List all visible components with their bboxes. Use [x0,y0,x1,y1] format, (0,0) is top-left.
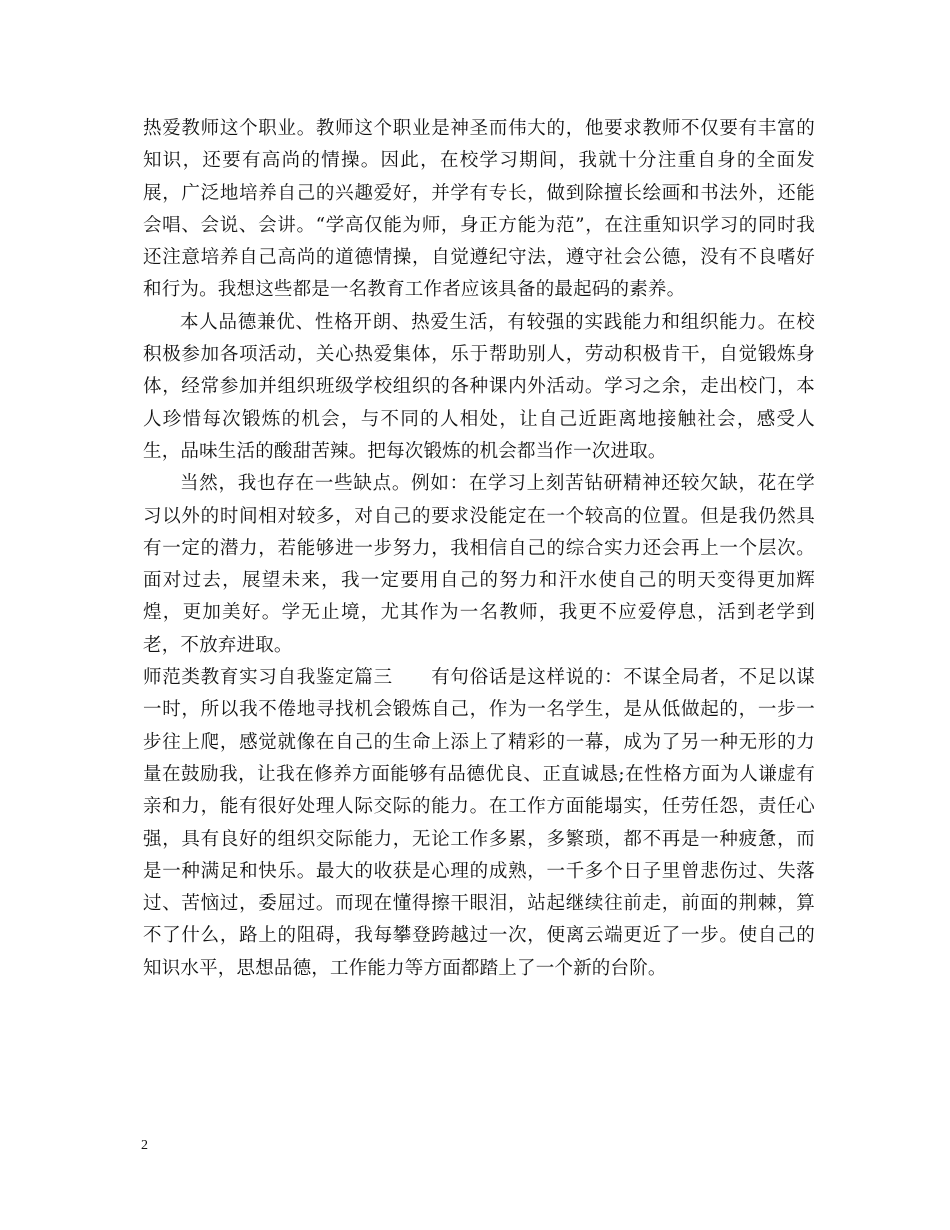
paragraph-1: 热爱教师这个职业。教师这个职业是神圣而伟大的，他要求教师不仅要有丰富的知识，还要有高尚的情操。因此，在校学习期间，我就十分注重自身的全面发展，广泛地培养自己的兴趣爱好，并学有专长，做到除擅长绘画和书法外，还能会唱、会说、会讲。“学高仅能为师，身正方能为范”，在注重知识学习的同时我还注意培养自己高尚的道德情操，自觉遵纪守法，遵守社会公德，没有不良嗜好和行为。我想这些都是一名教育工作者应该具备的最起码的素养。 [143,118,815,301]
paragraph-2: 本人品德兼优、性格开朗、热爱生活，有较强的实践能力和组织能力。在校积极参加各项活动，关心热爱集体，乐于帮助别人，劳动积极肯干，自觉锻炼身体，经常参加并组织班级学校组织的各种课内外活动。学习之余，走出校门，本人珍惜每次锻炼的机会，与不同的人相处，让自己近距离地接触社会，感受人生，品味生活的酸甜苦辣。把每次锻炼的机会都当作一次进取。 [143,311,815,462]
paragraph-4: 师范类教育实习自我鉴定篇三 有句俗话是这样说的：不谋全局者，不足以谋一时，所以我不倦地寻找机会锻炼自己，作为一名学生，是从低做起的，一步一步往上爬，感觉就像在自己的生命上添上了精彩的一幕，成为了另一种无形的力量在鼓励我，让我在修养方面能够有品德优良、正直诚恳;在性格方面为人谦虚有亲和力，能有很好处理人际交际的能力。在工作方面能塌实，任劳任怨，责任心强，具有良好的组织交际能力，无论工作多累，多繁琐，都不再是一种疲惫，而是一种满足和快乐。最大的收获是心理的成熟，一千多个日子里曾悲伤过、失落过、苦恼过，委屈过。而现在懂得擦干眼泪，站起继续往前走，前面的荆棘，算不了什么，路上的阻碍，我每攀登跨越过一次，便离云端更近了一步。使自己的知识水平，思想品德，工作能力等方面都踏上了一个新的台阶。 [143,667,815,979]
document-body [143,113,815,985]
page-number: 2 [141,1138,148,1153]
paragraph-3: 当然，我也存在一些缺点。例如：在学习上刻苦钻研精神还较欠缺，花在学习以外的时间相对较多，对自己的要求没能定在一个较高的位置。但是我仍然具有一定的潜力，若能够进一步努力，我相信自己的综合实力还会再上一个层次。面对过去，展望未来，我一定要用自己的努力和汗水使自己的明天变得更加辉煌，更加美好。学无止境，尤其作为一名教师，我更不应爱停息，活到老学到老，不放弃进取。 [143,473,815,656]
